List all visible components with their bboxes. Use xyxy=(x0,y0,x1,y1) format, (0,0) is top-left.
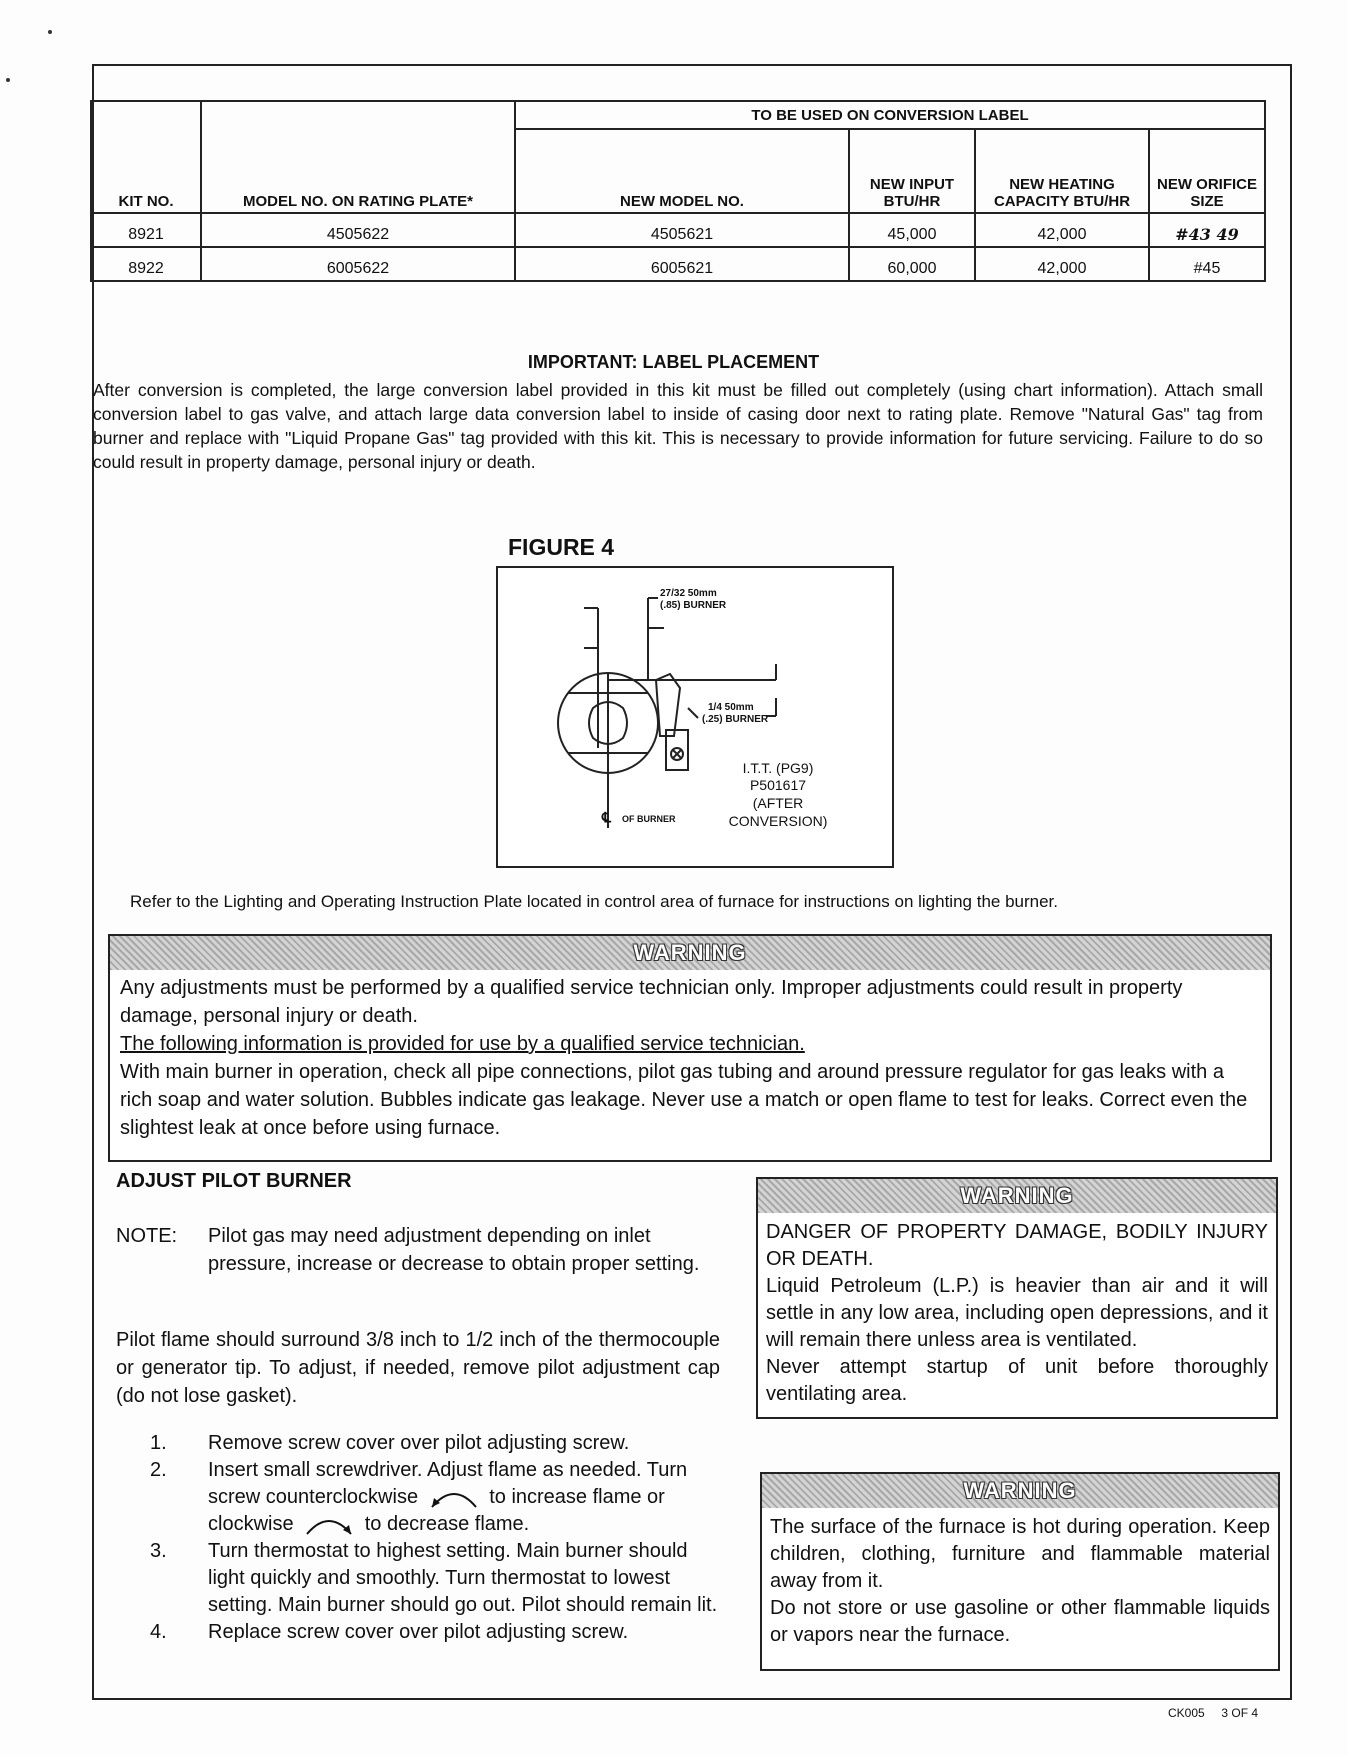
footer xyxy=(1168,1706,1258,1720)
warning-label: WARNING xyxy=(960,1183,1074,1208)
counterclockwise-arrow-icon xyxy=(424,1487,484,1509)
important-text: After conversion is completed, the large conversion label provided in this kit must be filled out completely (using chart information). Attach small conversion label to gas valve, and attach large data conversion label to inside of casing door next to rating plate. Remove "Natural Gas" tag from burner and replace with "Liquid Propane Gas" tag provided with this kit. This is necessary to provide information for future servicing. Failure to do so could result in property damage, personal injury or death. xyxy=(93,380,1263,472)
warning-label: WARNING xyxy=(633,940,747,965)
warning2-line2: Liquid Petroleum (L.P.) is heavier than air and it will settle in any low area, including open depressions, and it will remain there unless area is ventilated. xyxy=(766,1275,1268,1351)
header-new-heating: NEW HEATING CAPACITY BTU/HR xyxy=(975,129,1149,213)
note-label: NOTE: xyxy=(116,1225,178,1247)
cell-new-model: 4505621 xyxy=(515,213,849,247)
warning2-line3: Never attempt startup of unit before thoroughly ventilating area. xyxy=(766,1356,1268,1405)
page-number: 3 OF 4 xyxy=(1221,1706,1259,1720)
figure-title: FIGURE 4 xyxy=(508,534,615,560)
header-new-orifice: NEW ORIFICE SIZE xyxy=(1149,129,1265,213)
fig-itt-4: CONVERSION) xyxy=(728,813,828,829)
cell-orifice: #43 49 xyxy=(1149,213,1265,247)
fig-itt-2: P501617 xyxy=(749,777,807,793)
cell-new-model: 6005621 xyxy=(515,247,849,281)
list-item: 4. Replace screw cover over pilot adjusting screw. xyxy=(150,1621,629,1643)
warning1-line3: With main burner in operation, check all pipe connections, pilot gas tubing and around pressure regulator for gas leaks with a rich soap and water solution. Bubbles indicate gas leakage. Never use a match or open flame to test for leaks. Correct even the slightest leak at once before using furnace. xyxy=(120,1061,1248,1139)
header-kit-no: KIT NO. xyxy=(91,101,201,213)
fig-itt-1: I.T.T. (PG9) xyxy=(742,760,814,776)
warning-banner xyxy=(758,1179,1276,1213)
refer-text: Refer to the Lighting and Operating Instruction Plate located in control area of furnace for instructions on lighting the burner. xyxy=(130,892,1059,911)
warning-box-lp-gas xyxy=(756,1177,1278,1419)
fig-dim-top-1: 27/32 50mm xyxy=(660,588,717,599)
warning3-line1: The surface of the furnace is hot during operation. Keep children, clothing, furniture and flammable material away from it. xyxy=(770,1516,1270,1592)
fig-dim-side-2: (.25) BURNER xyxy=(702,714,769,725)
note xyxy=(116,1222,716,1278)
warning-box-adjustments xyxy=(108,934,1272,1162)
figure-4-diagram xyxy=(496,566,894,868)
table-row xyxy=(91,213,1265,247)
fig-dim-side-1: 1/4 50mm xyxy=(708,702,754,713)
list-item: 2. Insert small screwdriver. Adjust flame as needed. Turn screw counterclockwise to increase flame or clockwise to decrease flame. xyxy=(150,1459,688,1535)
warning2-line1: DANGER OF PROPERTY DAMAGE, BODILY INJURY OR DEATH. xyxy=(766,1221,1268,1270)
centerline-icon: ℄ xyxy=(602,809,611,825)
cell-kit: 8921 xyxy=(91,213,201,247)
cell-orifice: #45 xyxy=(1149,247,1265,281)
warning1-line2: The following information is provided for use by a qualified service technician. xyxy=(120,1033,805,1055)
clockwise-arrow-icon xyxy=(299,1514,359,1536)
note-text: Pilot gas may need adjustment depending on inlet pressure, increase or decrease to obtain proper setting. xyxy=(208,1225,700,1275)
adjust-title: ADJUST PILOT BURNER xyxy=(116,1170,352,1192)
cell-heating: 42,000 xyxy=(975,213,1149,247)
fig-dim-top-2: (.85) BURNER xyxy=(660,600,727,611)
scan-speck xyxy=(6,78,10,82)
steps-list xyxy=(150,1430,720,1646)
pilot-text: Pilot flame should surround 3/8 inch to 1/2 inch of the thermocouple or generator tip. To adjust, if needed, remove pilot adjustment cap (do not lose gasket). xyxy=(116,1329,720,1407)
cell-input: 45,000 xyxy=(849,213,975,247)
cell-input: 60,000 xyxy=(849,247,975,281)
warning3-line2: Do not store or use gasoline or other flammable liquids or vapors near the furnace. xyxy=(770,1597,1270,1646)
header-new-model: NEW MODEL NO. xyxy=(515,129,849,213)
warning-box-hot-surface xyxy=(760,1472,1280,1671)
warning-banner xyxy=(762,1474,1278,1508)
conversion-table xyxy=(90,100,1266,282)
list-item: 1. Remove screw cover over pilot adjusting screw. xyxy=(150,1432,630,1454)
fig-centerline: OF BURNER xyxy=(622,814,676,824)
warning-banner xyxy=(110,936,1270,970)
list-item: 3. Turn thermostat to highest setting. Main burner should light quickly and smoothly. Turn thermostat to lowest setting. Main burner should go out. Pilot should remain lit. xyxy=(150,1540,718,1616)
cell-model: 6005622 xyxy=(201,247,515,281)
header-model-no: MODEL NO. ON RATING PLATE* xyxy=(201,101,515,213)
table-row xyxy=(91,247,1265,281)
cell-heating: 42,000 xyxy=(975,247,1149,281)
cell-model: 4505622 xyxy=(201,213,515,247)
important-title: IMPORTANT: LABEL PLACEMENT xyxy=(527,352,820,372)
fig-itt-3: (AFTER xyxy=(752,795,804,811)
header-conversion-label: TO BE USED ON CONVERSION LABEL xyxy=(515,101,1265,129)
warning1-line1: Any adjustments must be performed by a qualified service technician only. Improper adjustments could result in property damage, personal injury or death. xyxy=(120,977,1183,1027)
cell-kit: 8922 xyxy=(91,247,201,281)
warning-label: WARNING xyxy=(963,1478,1077,1503)
scan-speck xyxy=(48,30,52,34)
footer-code: CK005 xyxy=(1168,1706,1205,1720)
header-new-input: NEW INPUT BTU/HR xyxy=(849,129,975,213)
